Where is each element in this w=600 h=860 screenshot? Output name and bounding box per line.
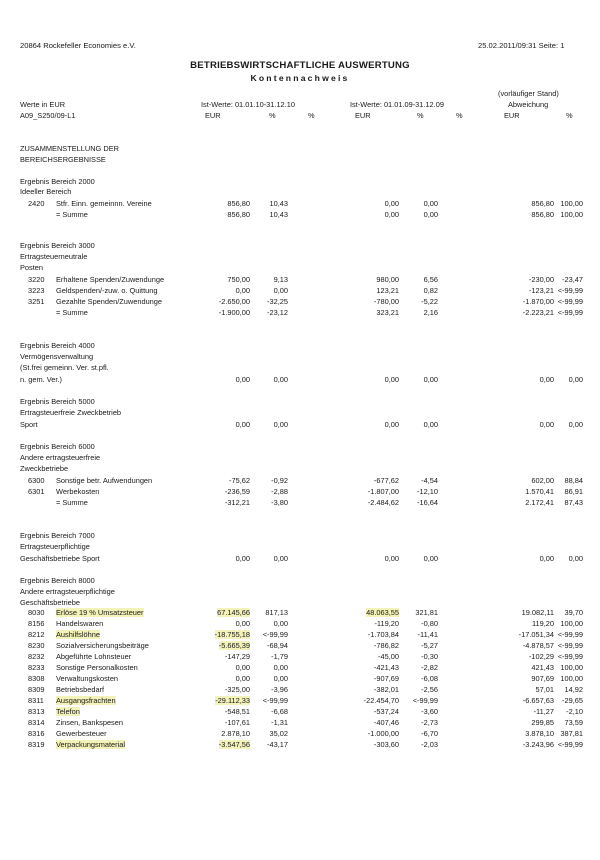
- section-label: Andere ertragsteuerfreie: [20, 453, 101, 462]
- value-2009: -907,69: [373, 674, 399, 683]
- company-name: 20864 Rockefeller Economies e.V.: [20, 41, 136, 50]
- section-title-line2: BEREICHSERGEBNISSE: [20, 155, 106, 164]
- value-2010: 0,00: [235, 663, 250, 672]
- account-label: Erlöse 19 % Umsatzsteuer: [56, 608, 144, 617]
- pct-2009: -12,10: [417, 487, 438, 496]
- value-2009: 980,00: [376, 275, 399, 284]
- account-label: Sozialversicherungsbeiträge: [56, 641, 149, 650]
- pct-2010: <-99,99: [262, 696, 288, 705]
- pct-2009: <-99,99: [412, 696, 438, 705]
- value-2009: -1.703,84: [367, 630, 399, 639]
- section-label: Ideeller Bereich: [20, 187, 72, 196]
- deviation-label: Abweichung: [508, 100, 549, 109]
- value-2010: 856,80: [227, 210, 250, 219]
- value-2009: -421,43: [373, 663, 399, 672]
- pct-2009: 321,81: [415, 608, 438, 617]
- account-label: Abgeführte Lohnsteuer: [56, 652, 132, 661]
- pct-2010: -32,25: [267, 297, 288, 306]
- value-2009: -45,00: [378, 652, 399, 661]
- pct-deviation: 100,00: [560, 619, 583, 628]
- section-label: Zweckbetriebe: [20, 464, 69, 473]
- account-number: 3251: [28, 297, 45, 306]
- report-subtitle: Kontennachweis: [250, 73, 350, 83]
- pct-2009: -2,82: [421, 663, 438, 672]
- value-2010: -312,21: [224, 498, 250, 507]
- account-label: Zinsen, Bankspesen: [56, 718, 123, 727]
- pct-deviation: 88,84: [564, 476, 583, 485]
- value-2010: -18.755,18: [214, 630, 250, 639]
- pct-2009: -6,70: [421, 729, 438, 738]
- value-2010: -5.665,39: [218, 641, 250, 650]
- section-label: Ergebnis Bereich 4000: [20, 341, 95, 350]
- value-2010: 856,80: [227, 199, 250, 208]
- pct-2010: 0,00: [273, 554, 288, 563]
- account-label: Handelswaren: [56, 619, 104, 628]
- value-deviation: -6.657,63: [522, 696, 554, 705]
- value-2009: 123,21: [376, 286, 399, 295]
- value-2010: -325,00: [224, 685, 250, 694]
- pct-deviation: -2,10: [566, 707, 583, 716]
- pct-2009: 6,56: [423, 275, 438, 284]
- account-label: Betriebsbedarf: [56, 685, 105, 694]
- pct-2010: -1,79: [271, 652, 288, 661]
- value-2009: -786,82: [373, 641, 399, 650]
- value-2010: 0,00: [235, 619, 250, 628]
- section-label: Andere ertragsteuerpflichtige: [20, 587, 115, 596]
- value-deviation: -17.051,34: [518, 630, 554, 639]
- value-deviation: 19.082,11: [521, 608, 554, 617]
- account-label: = Summe: [56, 210, 88, 219]
- p2-eur-header: EUR: [355, 111, 371, 120]
- account-label: Sonstige Personalkosten: [56, 663, 138, 672]
- pct-2009: -11,41: [417, 630, 438, 639]
- pct-deviation: <-99,99: [557, 297, 583, 306]
- pct-2009: -5,27: [421, 641, 438, 650]
- value-deviation: -230,00: [528, 275, 554, 284]
- pct-2009: -5,22: [421, 297, 438, 306]
- pct-2010: 0,00: [273, 619, 288, 628]
- pct-deviation: 0,00: [568, 554, 583, 563]
- value-2009: 323,21: [376, 308, 399, 317]
- pct-deviation: 39,70: [564, 608, 583, 617]
- account-number: 2420: [28, 199, 45, 208]
- section-label: (St.frei gemeinn. Ver. st.pfl.: [20, 363, 109, 372]
- pct-deviation: -29,65: [562, 696, 583, 705]
- account-number: 6300: [28, 476, 45, 485]
- account-label: Erhaltene Spenden/Zuwendunge: [56, 275, 165, 284]
- value-2009: -407,46: [373, 718, 399, 727]
- value-deviation: 856,80: [531, 210, 554, 219]
- value-2010: -107,61: [224, 718, 250, 727]
- value-deviation: 2.172,41: [525, 498, 554, 507]
- value-2009: -22.454,70: [363, 696, 399, 705]
- account-number: 8230: [28, 641, 45, 650]
- value-deviation: 907,69: [531, 674, 554, 683]
- pct-2010: 9,13: [273, 275, 288, 284]
- section-label: Vermögensverwaltung: [20, 352, 94, 361]
- pct-2010: -68,94: [267, 641, 288, 650]
- value-2009: 0,00: [384, 375, 399, 384]
- account-number: 3223: [28, 286, 45, 295]
- pct-2009: 0,00: [423, 375, 438, 384]
- value-2010: 0,00: [235, 420, 250, 429]
- pct-2010: -3,80: [271, 498, 288, 507]
- value-deviation: 0,00: [539, 554, 554, 563]
- account-number: 8233: [28, 663, 45, 672]
- p1-eur-header: EUR: [205, 111, 221, 120]
- section-label: Geschäftsbetriebe Sport: [20, 554, 100, 563]
- pct-2010: -1,31: [271, 718, 288, 727]
- report-title: BETRIEBSWIRTSCHAFTLICHE AUSWERTUNG: [190, 60, 410, 71]
- account-number: 8309: [28, 685, 45, 694]
- value-deviation: 3.878,10: [525, 729, 554, 738]
- account-label: Gezahlte Spenden/Zuwendunge: [56, 297, 163, 306]
- account-number: 8308: [28, 674, 45, 683]
- account-label: Stfr. Einn. gemeinnn. Vereine: [56, 199, 152, 208]
- pct-deviation: <-99,99: [557, 652, 583, 661]
- value-deviation: -4.878,57: [522, 641, 554, 650]
- values-unit-label: Werte in EUR: [20, 100, 66, 109]
- value-2009: -2.484,62: [367, 498, 399, 507]
- pct-2010: -23,12: [267, 308, 288, 317]
- pct-2010: 0,00: [273, 674, 288, 683]
- value-deviation: 602,00: [531, 476, 554, 485]
- value-2010: -29.112,33: [215, 696, 250, 705]
- account-label: Telefon: [56, 707, 80, 716]
- pct-deviation: 387,81: [560, 729, 583, 738]
- pct-2009: -16,64: [417, 498, 438, 507]
- p1-pct2-header: %: [308, 111, 315, 120]
- value-deviation: 1.570,41: [525, 487, 554, 496]
- value-2010: -548,51: [224, 707, 250, 716]
- period1-label: Ist-Werte: 01.01.10-31.12.10: [201, 100, 295, 109]
- pct-deviation: <-99,99: [557, 641, 583, 650]
- pct-deviation: 86,91: [564, 487, 583, 496]
- value-2010: 0,00: [235, 554, 250, 563]
- section-label: Ergebnis Bereich 6000: [20, 442, 95, 451]
- pct-2010: -3,96: [271, 685, 288, 694]
- account-number: 6301: [28, 487, 45, 496]
- pct-2010: 0,00: [273, 286, 288, 295]
- dev-pct-header: %: [566, 111, 573, 120]
- section-label: Sport: [20, 420, 38, 429]
- pct-deviation: 0,00: [568, 375, 583, 384]
- value-deviation: 119,20: [531, 619, 554, 628]
- dev-eur-header: EUR: [504, 111, 520, 120]
- value-deviation: 0,00: [539, 420, 554, 429]
- value-2010: 67.145,66: [217, 608, 250, 617]
- account-number: 8316: [28, 729, 45, 738]
- account-label: Verpackungsmaterial: [56, 740, 126, 749]
- pct-deviation: 14,92: [564, 685, 583, 694]
- pct-deviation: 73,59: [564, 718, 583, 727]
- value-2010: -147,29: [224, 652, 250, 661]
- value-2009: -1.000,00: [367, 729, 399, 738]
- value-2010: 0,00: [235, 286, 250, 295]
- pct-deviation: 87,43: [564, 498, 583, 507]
- period2-label: Ist-Werte: 01.01.09-31.12.09: [350, 100, 444, 109]
- value-deviation: 57,01: [535, 685, 554, 694]
- pct-2009: 0,00: [423, 420, 438, 429]
- value-deviation: 0,00: [539, 375, 554, 384]
- value-2010: 750,00: [227, 275, 250, 284]
- account-number: 8212: [28, 630, 45, 639]
- pct-2010: 0,00: [273, 420, 288, 429]
- pct-2010: 35,02: [269, 729, 288, 738]
- section-title-line1: ZUSAMMENSTELLUNG DER: [20, 144, 119, 153]
- value-2009: -303,60: [373, 740, 399, 749]
- value-deviation: -3.243,96: [522, 740, 554, 749]
- account-label: Gewerbesteuer: [56, 729, 107, 738]
- value-2009: -537,24: [373, 707, 399, 716]
- value-2010: -75,62: [229, 476, 250, 485]
- account-number: 3220: [28, 275, 45, 284]
- p2-pct2-header: %: [456, 111, 463, 120]
- pct-2010: -0,92: [271, 476, 288, 485]
- date-page-number: 25.02.2011/09:31 Seite: 1: [478, 41, 565, 50]
- account-label: Werbekosten: [56, 487, 100, 496]
- value-2009: -780,00: [373, 297, 399, 306]
- pct-2010: 10,43: [269, 210, 288, 219]
- p1-pct-header: %: [269, 111, 276, 120]
- pct-deviation: <-99,99: [557, 630, 583, 639]
- pct-2010: -6,68: [271, 707, 288, 716]
- account-number: 8030: [28, 608, 45, 617]
- section-label: Ergebnis Bereich 5000: [20, 397, 95, 406]
- account-label: = Summe: [56, 308, 88, 317]
- account-label: Aushilfslöhne: [56, 630, 100, 639]
- pct-2009: -0,80: [421, 619, 438, 628]
- pct-2010: 0,00: [273, 663, 288, 672]
- pct-2010: <-99,99: [262, 630, 288, 639]
- pct-deviation: 100,00: [560, 663, 583, 672]
- value-deviation: -2.223,21: [522, 308, 554, 317]
- pct-deviation: <-99,99: [557, 740, 583, 749]
- pct-deviation: 100,00: [560, 674, 583, 683]
- pct-2010: 0,00: [273, 375, 288, 384]
- pct-2009: -2,56: [421, 685, 438, 694]
- pct-2010: 10,43: [269, 199, 288, 208]
- value-2009: -382,01: [373, 685, 399, 694]
- value-2010: 0,00: [235, 375, 250, 384]
- value-2010: -1.900,00: [218, 308, 250, 317]
- report-code: A09_S250/09-L1: [20, 111, 76, 120]
- value-2010: -2.650,00: [218, 297, 250, 306]
- value-2010: -3.547,56: [218, 740, 250, 749]
- pct-2009: 0,00: [423, 554, 438, 563]
- pct-2009: -0,30: [421, 652, 438, 661]
- value-deviation: -102,29: [528, 652, 554, 661]
- account-number: 8313: [28, 707, 45, 716]
- account-label: = Summe: [56, 498, 88, 507]
- section-label: Posten: [20, 263, 44, 272]
- section-label: Ertragsteuerneutrale: [20, 252, 88, 261]
- value-deviation: 856,80: [531, 199, 554, 208]
- pct-2009: 0,00: [423, 210, 438, 219]
- value-2010: -236,59: [224, 487, 250, 496]
- value-deviation: -123,21: [528, 286, 554, 295]
- section-label: Ergebnis Bereich 2000: [20, 177, 95, 186]
- pct-2009: 0,82: [423, 286, 438, 295]
- pct-2009: 2,16: [423, 308, 438, 317]
- account-number: 8232: [28, 652, 45, 661]
- value-deviation: -1.870,00: [522, 297, 554, 306]
- value-deviation: 421,43: [531, 663, 554, 672]
- account-label: Geldspenden/-zuw. o. Quittung: [56, 286, 158, 295]
- value-deviation: -11,27: [533, 707, 554, 716]
- value-2009: 0,00: [384, 210, 399, 219]
- value-2009: 0,00: [384, 554, 399, 563]
- section-label: Ertragsteuerpflichtige: [20, 542, 90, 551]
- value-2009: 48.063,55: [366, 608, 399, 617]
- account-number: 8311: [28, 696, 44, 705]
- value-2009: -677,62: [373, 476, 399, 485]
- pct-2009: -3,60: [421, 707, 438, 716]
- pct-2010: 817,13: [265, 608, 288, 617]
- p2-pct-header: %: [417, 111, 424, 120]
- section-label: Ertragsteuerfreie Zweckbetrieb: [20, 408, 122, 417]
- pct-deviation: <-99,99: [557, 286, 583, 295]
- value-2010: 2.878,10: [221, 729, 250, 738]
- pct-2009: 0,00: [423, 199, 438, 208]
- section-label: Ergebnis Bereich 7000: [20, 531, 95, 540]
- account-number: 8319: [28, 740, 45, 749]
- section-label: Ergebnis Bereich 8000: [20, 576, 95, 585]
- section-label: Geschäftsbetriebe: [20, 598, 80, 607]
- value-deviation: 299,85: [531, 718, 554, 727]
- value-2009: 0,00: [384, 199, 399, 208]
- section-label: Ergebnis Bereich 3000: [20, 241, 95, 250]
- provisional-note: (vorläufiger Stand): [498, 89, 559, 98]
- value-2009: -1.807,00: [367, 487, 399, 496]
- account-label: Sonstige betr. Aufwendungen: [56, 476, 153, 485]
- value-2010: 0,00: [235, 674, 250, 683]
- pct-deviation: -23,47: [562, 275, 583, 284]
- account-label: Ausgangsfrachten: [56, 696, 116, 705]
- pct-2010: -2,88: [271, 487, 288, 496]
- pct-deviation: 0,00: [568, 420, 583, 429]
- account-number: 8314: [28, 718, 45, 727]
- section-label: n. gem. Ver.): [20, 375, 62, 384]
- account-label: Verwaltungskosten: [56, 674, 119, 683]
- pct-2010: -43,17: [267, 740, 288, 749]
- pct-2009: -4,54: [421, 476, 438, 485]
- pct-2009: -2,03: [421, 740, 438, 749]
- pct-deviation: 100,00: [560, 210, 583, 219]
- pct-deviation: <-99,99: [557, 308, 583, 317]
- value-2009: -119,20: [374, 619, 399, 628]
- pct-2009: -2,73: [421, 718, 438, 727]
- value-2009: 0,00: [384, 420, 399, 429]
- pct-deviation: 100,00: [560, 199, 583, 208]
- account-number: 8156: [28, 619, 45, 628]
- pct-2009: -6,08: [421, 674, 438, 683]
